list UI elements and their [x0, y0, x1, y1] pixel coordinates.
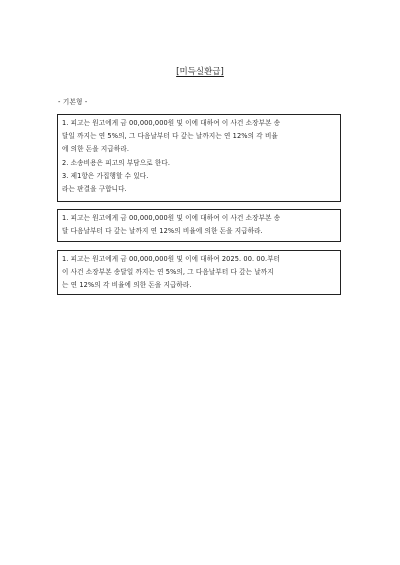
section-label: - 기본형 -	[58, 98, 88, 106]
claim-line: 1. 피고는 원고에게 금 00,000,000원 및 이에 대하여 이 사건 소장부본 송	[62, 119, 281, 127]
claim-line: 2. 소송비용은 피고의 부담으로 한다.	[62, 158, 171, 167]
claim-line: 1. 피고는 원고에게 금 00,000,000원 및 이에 대하여 2025. 00. 00.부터	[62, 255, 281, 263]
claim-line: 3. 제1항은 가집행할 수 있다.	[62, 171, 149, 180]
claim-line: 는 연 12%의 각 비율에 의한 돈을 지급하라.	[62, 281, 192, 290]
claim-line: 1. 피고는 원고에게 금 00,000,000원 및 이에 대하여 이 사건 소장부본 송	[62, 214, 281, 222]
document-title	[0, 66, 400, 78]
claim-line: 라는 판결을 구합니다.	[62, 185, 127, 194]
document-title-text: [미득실환급]	[176, 67, 224, 77]
claim-line: 달일 까지는 연 5%의, 그 다음날부터 다 갚는 날까지는 연 12%의 각 비율	[62, 132, 278, 141]
claim-box-variant-2	[57, 250, 341, 295]
claim-line: 달 다음날부터 다 갚는 날까지 연 12%의 비율에 의한 돈을 지급하라.	[62, 227, 263, 236]
claim-box-basic	[57, 114, 341, 202]
claim-box-variant-1	[57, 209, 341, 242]
claim-line: 에 의한 돈을 지급하라.	[62, 145, 130, 154]
claim-line: 이 사건 소장부본 송달일 까지는 연 5%의, 그 다음날부터 다 갚는 날까지	[62, 268, 274, 277]
